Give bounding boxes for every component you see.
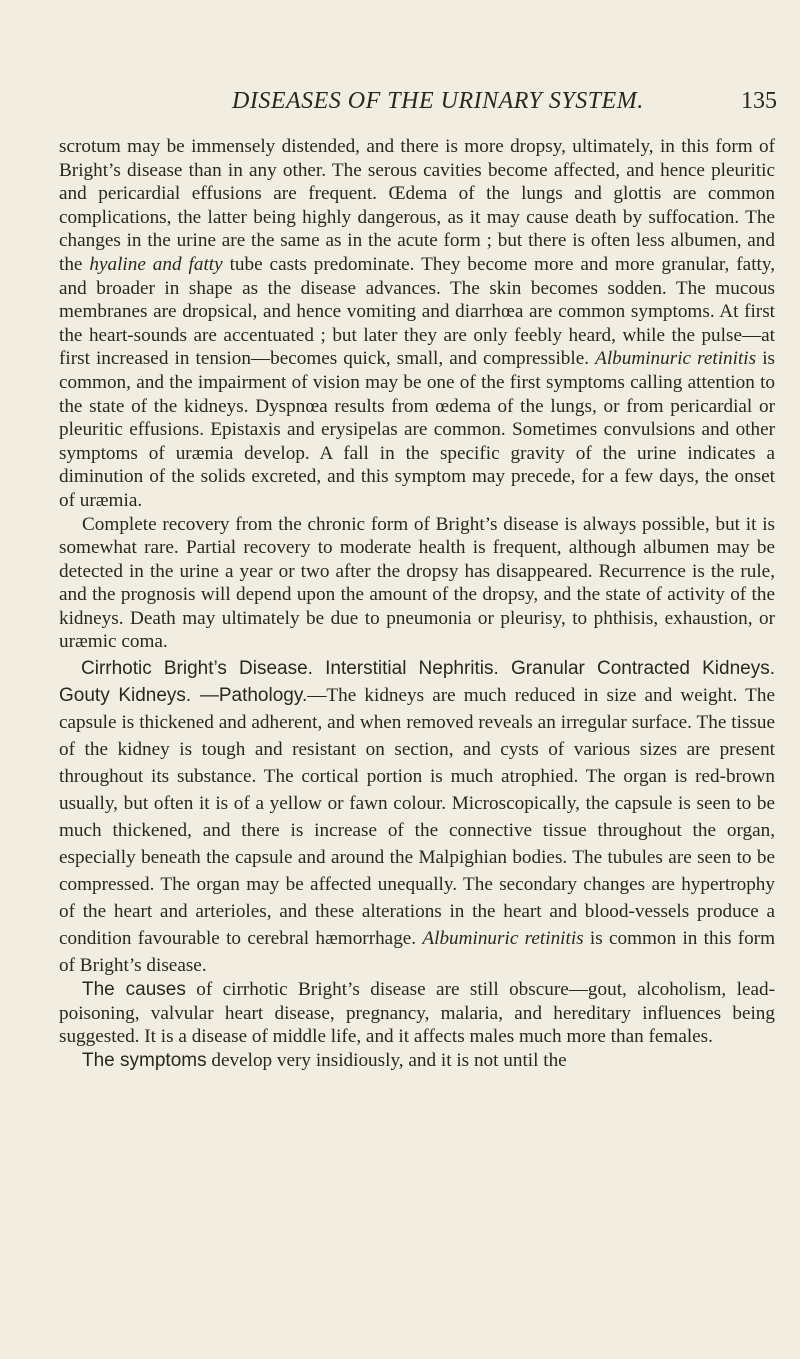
italic-term: Albuminuric retinitis bbox=[422, 928, 584, 950]
text-run: tube casts predominate. They become more and more granular, fatty, and broader in shape as the disease advances. The skin becomes sodden. The mucous membranes are dropsical, and hence vomiting and diarrhœa are common symptoms. At first the heart-sounds are accentuated ; but later they are only feebly heard, while the pulse—at first increased in tension—becomes quick, small, and compressible. bbox=[59, 253, 775, 370]
paragraph-dropsy bbox=[59, 135, 775, 513]
paragraph-causes bbox=[59, 978, 775, 1049]
paragraph-symptoms bbox=[59, 1049, 775, 1073]
section-dash: — bbox=[191, 685, 219, 707]
text-run: is common in this form of Bright’s disease. bbox=[59, 928, 775, 977]
section-title: Cirrhotic Bright’s Disease. Interstitial Nephritis. Granular Contracted Kidneys. Gouty Kidneys. bbox=[59, 658, 775, 707]
subheading-causes: The causes bbox=[82, 979, 186, 1001]
text-run: scrotum may be immensely distended, and there is more dropsy, ultimately, in this form of Bright’s disease than in any other. The serous cavities become affected, and hence pleuritic and pericardial effusions are frequent. Œdema of the lungs and glottis are common complications, the latter being highly dangerous, as it may cause death by suffocation. The changes in the urine are the same as in the acute form ; but there is often less albumen, and the bbox=[59, 136, 775, 275]
text-run: is common, and the impairment of vision may be one of the first symptoms calling attention to the state of the kidneys. Dyspnœa results from œdema of the lungs, or from pericardial or pleuritic effusions. Epistaxis and erysipelas are common. Sometimes convulsions and other symptoms of uræmia develop. A fall in the specific gravity of the urine indicates a diminution of the solids excreted, and this symptom may precede, for a few days, the onset of uræmia. bbox=[59, 348, 775, 511]
paragraph-recovery: Complete recovery from the chronic form of Bright’s disease is always possible, but it is somewhat rare. Partial recovery to moderate health is frequent, although albumen may be detected in the urine a year or two after the dropsy has disappeared. Recurrence is the rule, and the prognosis will depend upon the amount of the dropsy, and the state of activity of the kidneys. Death may ultimately be due to pneumonia or pleurisy, to phthisis, exhaustion, or uræmic coma. bbox=[59, 513, 775, 653]
subheading-pathology: Pathology. bbox=[218, 685, 308, 707]
page-body bbox=[59, 135, 775, 1072]
text-run: of cirrhotic Bright’s disease are still obscure—gout, alcoholism, lead-poisoning, valvular heart disease, pregnancy, malaria, and hereditary influences being suggested. It is a disease of middle life, and it affects males much more than females. bbox=[59, 979, 775, 1048]
running-title: DISEASES OF THE URINARY SYSTEM. bbox=[232, 88, 644, 114]
page-number: 135 bbox=[741, 88, 777, 114]
subheading-symptoms: The symptoms bbox=[82, 1049, 207, 1071]
section-heading-cirrhotic bbox=[59, 654, 775, 978]
italic-term: hyaline and fatty bbox=[89, 253, 223, 275]
italic-term: Albuminuric retinitis bbox=[595, 348, 757, 370]
text-run: —The kidneys are much reduced in size and weight. The capsule is thickened and adherent, and when removed reveals an irregular surface. The tissue of the kidney is tough and resistant on section, and cysts of various sizes are present throughout its substance. The cortical portion is much atrophied. The organ is red-brown usually, but often it is of a yellow or fawn colour. Microscopically, the capsule is seen to be much thickened, and there is increase of the connective tissue throughout the organ, especially beneath the capsule and around the Malpighian bodies. The tubules are seen to be compressed. The organ may be affected unequally. The secondary changes are hypertrophy of the heart and arterioles, and these alterations in the heart and blood-vessels produce a condition favourable to cerebral hæmorrhage. bbox=[59, 685, 776, 950]
text-run: develop very insidiously, and it is not until the bbox=[206, 1049, 567, 1071]
